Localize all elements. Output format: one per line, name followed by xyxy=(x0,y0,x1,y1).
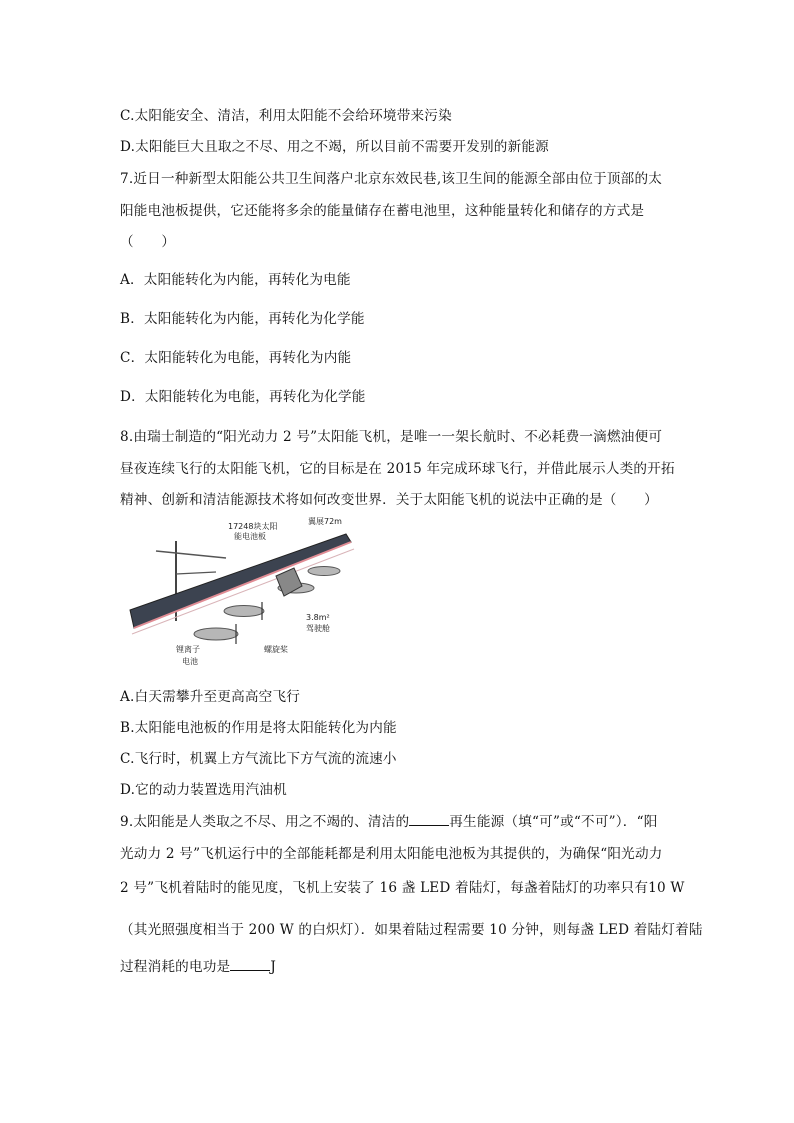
q9-blank-1[interactable] xyxy=(409,813,449,826)
label-propeller: 螺旋桨 xyxy=(264,645,288,654)
label-solar-panels-line1: 17248块太阳 xyxy=(228,522,278,531)
q6-option-c: C.太阳能安全、清洁，利用太阳能不会给环境带来污染 xyxy=(120,108,452,124)
q9-stem-line5 xyxy=(120,955,276,975)
q7-option-d: D．太阳能转化为电能，再转化为化学能 xyxy=(120,389,366,405)
q8-stem-line2: 昼夜连续飞行的太阳能飞机，它的目标是在 2015 年完成环球飞行，并借此展示人类的开拓 xyxy=(120,461,675,477)
q8-option-d: D.它的动力装置选用汽油机 xyxy=(120,782,287,798)
q7-option-b: B．太阳能转化为内能，再转化为化学能 xyxy=(120,311,365,327)
q9-stem-line2: 光动力 2 号”飞机运行中的全部能耗都是利用太阳能电池板为其提供的，为确保“阳光动力 xyxy=(120,846,663,862)
label-wingspan: 翼展72m xyxy=(308,517,342,526)
q9-stem-line3: 2 号”飞机着陆时的能见度，飞机上安装了 16 盏 LED 着陆灯，每盏着陆灯的功率只有10 W xyxy=(120,880,685,896)
q9-blank-2[interactable] xyxy=(230,958,270,971)
label-solar-panels-line2: 能电池板 xyxy=(234,532,266,541)
q7-stem-line1: 7.近日一种新型太阳能公共卫生间落户北京东效民巷,该卫生间的能源全部由位于顶部的太 xyxy=(120,171,663,187)
q9-line1-part1: 9.太阳能是人类取之不尽、用之不竭的、清洁的 xyxy=(120,814,410,830)
label-cockpit-area: 3.8m² xyxy=(306,613,330,622)
q7-option-a: A．太阳能转化为内能，再转化为电能 xyxy=(120,272,351,288)
engine-pod-4 xyxy=(308,567,340,576)
q7-answer-paren: （ ） xyxy=(120,234,176,250)
q9-line5-unit: J xyxy=(270,959,277,975)
q9-stem-line1 xyxy=(120,810,658,830)
label-battery-line1: 锂离子 xyxy=(176,645,200,654)
q6-option-d: D.太阳能巨大且取之不尽、用之不竭，所以目前不需要开发别的新能源 xyxy=(120,139,549,155)
q9-line5-part1: 过程消耗的电功是 xyxy=(120,959,231,975)
engine-pod-1 xyxy=(194,628,238,640)
q7-option-c: C．太阳能转化为电能，再转化为内能 xyxy=(120,350,352,366)
q8-option-b: B.太阳能电池板的作用是将太阳能转化为内能 xyxy=(120,720,397,736)
label-battery-line2: 电池 xyxy=(182,657,198,666)
solar-plane-figure xyxy=(126,516,368,670)
q7-stem-line2: 阳能电池板提供，它还能将多余的能量储存在蓄电池里，这种能量转化和储存的方式是 xyxy=(120,203,645,219)
label-cockpit: 驾驶舱 xyxy=(306,624,330,633)
q8-stem-line3: 精神、创新和清洁能源技术将如何改变世界．关于太阳能飞机的说法中正确的是（ ） xyxy=(120,492,658,508)
q9-stem-line4: （其光照强度相当于 200 W 的白炽灯）．如果着陆过程需要 10 分钟，则每盏 LED 着陆灯着陆 xyxy=(120,922,703,938)
engine-pod-2 xyxy=(224,606,264,617)
q8-option-c: C.飞行时，机翼上方气流比下方气流的流速小 xyxy=(120,751,397,767)
q8-option-a: A.白天需攀升至更高高空飞行 xyxy=(120,689,301,705)
q8-stem-line1: 8.由瑞士制造的“阳光动力 2 号”太阳能飞机，是唯一一架长航时、不必耗费一滴燃油便可 xyxy=(120,429,663,445)
q9-line1-part2: 再生能源（填“可”或“不可”）．“阳 xyxy=(449,814,658,830)
